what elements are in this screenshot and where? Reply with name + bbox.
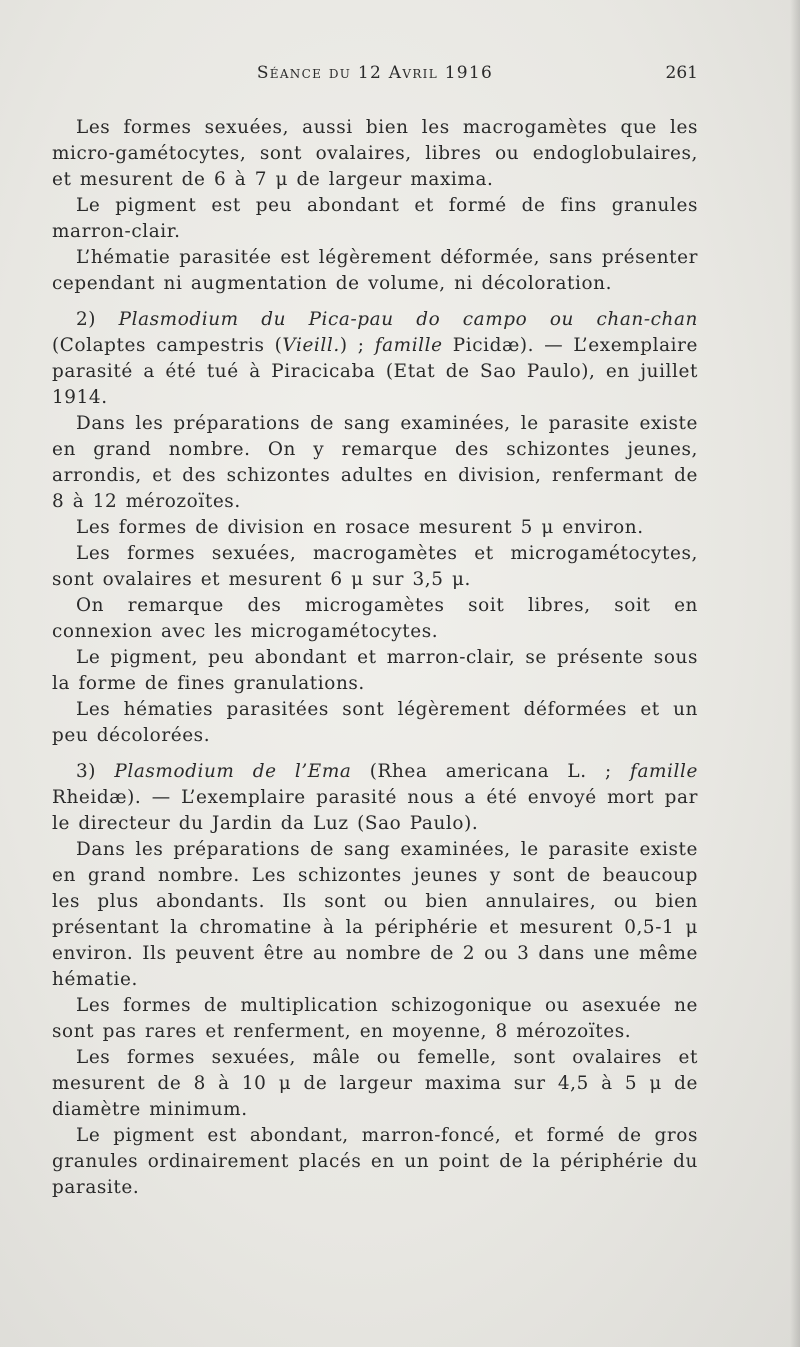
section-text: (Rhea americana L. ; xyxy=(369,761,631,782)
paragraph: Les formes de division en rosace mesurent 5 μ environ. xyxy=(76,517,644,538)
body-text xyxy=(52,115,698,1201)
paragraph: Le pigment, peu abondant et marron-clair, se présente sous la forme de fines granulations. xyxy=(52,647,698,694)
section-title: Plasmodium du Pica-pau do campo ou chan-chan xyxy=(118,309,698,330)
section-text: ) ; xyxy=(339,335,375,356)
page-edge-shadow xyxy=(790,0,800,1347)
paragraph: Le pigment est abondant, marron-foncé, et formé de gros granules ordinairement placés en un point de la périphérie du parasite. xyxy=(52,1125,698,1198)
paragraph: Les formes sexuées, aussi bien les macrogamètes que les micro-gamétocytes, sont ovalaires, libres ou endoglobulaires, et mesurent de 6 à 7 μ de largeur maxima. xyxy=(52,117,698,190)
paragraph: Dans les préparations de sang examinées, le parasite existe en grand nombre. On y remarque des schizontes jeunes, arrondis, et des schizontes adultes en division, renfermant de 8 à 12 mérozoïtes. xyxy=(52,413,698,512)
paragraph: Les hématies parasitées sont légèrement déformées et un peu décolorées. xyxy=(52,699,698,746)
famille-label: famille xyxy=(374,335,443,356)
paragraph: Les formes sexuées, macrogamètes et microgamétocytes, sont ovalaires et mesurent 6 μ sur 3,5 μ. xyxy=(52,543,698,590)
author-abbreviation: Vieill. xyxy=(282,335,340,356)
section-title: Plasmodium de l’Ema xyxy=(114,761,352,782)
paragraph: Le pigment est peu abondant et formé de fins granules marron-clair. xyxy=(52,195,698,242)
section-number: 2) xyxy=(76,309,97,330)
paragraph: L’hématie parasitée est légèrement déformée, sans présenter cependant ni augmentation de volume, ni décoloration. xyxy=(52,247,698,294)
section-2-heading-paragraph xyxy=(52,307,698,411)
paragraph: Dans les préparations de sang examinées, le parasite existe en grand nombre. Les schizontes jeunes y sont de beaucoup les plus abondants. Ils sont ou bien annulaires, ou bien présentant la chromatine à la périphérie et mesurent 0,5-1 μ environ. Ils peuvent être au nombre de 2 ou 3 dans une même hématie. xyxy=(52,839,698,990)
famille-label: famille xyxy=(630,761,698,782)
page-header xyxy=(52,60,698,90)
section-3-heading-paragraph xyxy=(52,759,698,837)
section-number: 3) xyxy=(76,761,97,782)
paragraph: Les formes sexuées, mâle ou femelle, sont ovalaires et mesurent de 8 à 10 μ de largeur maxima sur 4,5 à 5 μ de diamètre minimum. xyxy=(52,1047,698,1120)
section-text: Rheidæ). — L’exemplaire parasité nous a été envoyé mort par le directeur du Jardin da Luz (Sao Paulo). xyxy=(52,787,698,834)
running-head: Séance du 12 Avril 1916 xyxy=(256,63,494,83)
section-text: (Colaptes campestris ( xyxy=(52,335,283,356)
paragraph: On remarque des microgamètes soit libres, soit en connexion avec les microgamétocytes. xyxy=(52,595,698,642)
paragraph: Les formes de multiplication schizogonique ou asexuée ne sont pas rares et renferment, en moyenne, 8 mérozoïtes. xyxy=(52,995,698,1042)
section-text: Picidæ). — L’exemplaire parasité a été tué à Piracicaba (Etat de Sao Paulo), en juillet 1914. xyxy=(52,335,698,408)
page-number: 261 xyxy=(665,63,698,83)
